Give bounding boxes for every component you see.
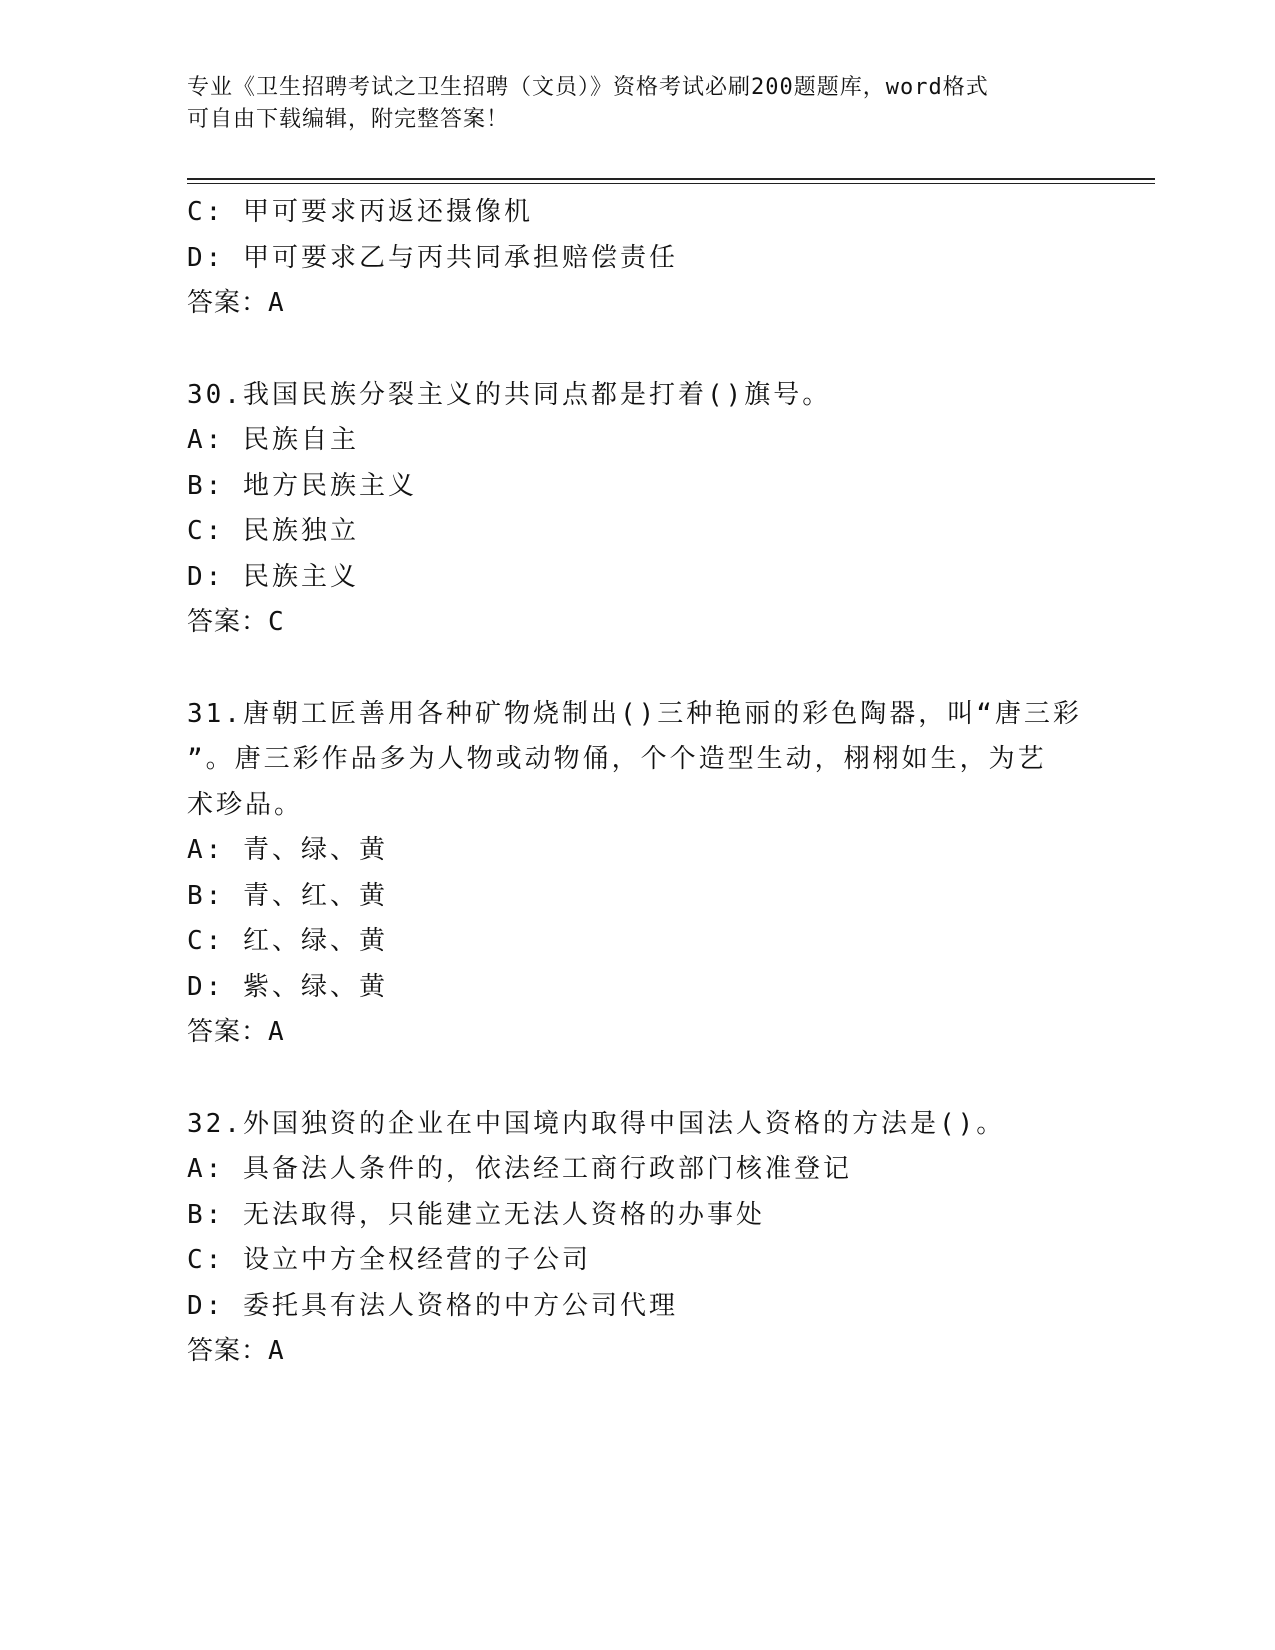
spacer xyxy=(187,1056,1087,1102)
option-b: B: 地方民族主义 xyxy=(187,470,417,501)
header-divider-thick xyxy=(187,178,1155,180)
option-a: A: 青、绿、黄 xyxy=(187,835,388,865)
spacer xyxy=(187,327,1087,373)
option-a: A: 民族自主 xyxy=(187,425,359,455)
question-31 xyxy=(187,692,1087,1056)
option-b: B: 无法取得，只能建立无法人资格的办事处 xyxy=(187,1199,765,1230)
question-30 xyxy=(187,373,1087,646)
question-list xyxy=(187,190,1087,1375)
option-b: B: 青、红、黄 xyxy=(187,880,388,911)
spacer xyxy=(187,646,1087,692)
header-line-2: 可自由下载编辑，附完整答案！ xyxy=(187,107,510,132)
option-d: D: 紫、绿、黄 xyxy=(187,971,388,1002)
option-c: C: 甲可要求丙返还摄像机 xyxy=(187,197,533,227)
header-line-1: 专业《卫生招聘考试之卫生招聘（文员）》资格考试必刷200题题库，word格式 xyxy=(187,75,989,100)
option-a: A: 具备法人条件的，依法经工商行政部门核准登记 xyxy=(187,1154,852,1184)
answer-line: 答案：A xyxy=(187,288,285,318)
question-stem: 30.我国民族分裂主义的共同点都是打着()旗号。 xyxy=(187,379,832,410)
option-d: D: 委托具有法人资格的中方公司代理 xyxy=(187,1290,678,1321)
option-c: C: 设立中方全权经营的子公司 xyxy=(187,1245,591,1275)
option-c: C: 民族独立 xyxy=(187,516,359,546)
question-stem-line-3: 术珍品。 xyxy=(187,789,304,820)
question-29-continued xyxy=(187,190,1087,327)
option-d: D: 民族主义 xyxy=(187,561,359,592)
option-c: C: 红、绿、黄 xyxy=(187,926,388,956)
option-d: D: 甲可要求乙与丙共同承担赔偿责任 xyxy=(187,242,678,273)
answer-line: 答案：A xyxy=(187,1017,285,1047)
question-32 xyxy=(187,1102,1087,1375)
question-stem: 32.外国独资的企业在中国境内取得中国法人资格的方法是()。 xyxy=(187,1108,1006,1139)
answer-line: 答案：C xyxy=(187,607,285,637)
question-stem-line-1: 31.唐朝工匠善用各种矿物烧制出()三种艳丽的彩色陶器，叫“唐三彩 xyxy=(187,698,1082,729)
document-header xyxy=(187,72,1067,136)
question-stem-line-2: ”。唐三彩作品多为人物或动物俑，个个造型生动，栩栩如生，为艺 xyxy=(187,744,1047,774)
answer-line: 答案：A xyxy=(187,1336,285,1366)
header-divider-thin xyxy=(187,183,1155,184)
